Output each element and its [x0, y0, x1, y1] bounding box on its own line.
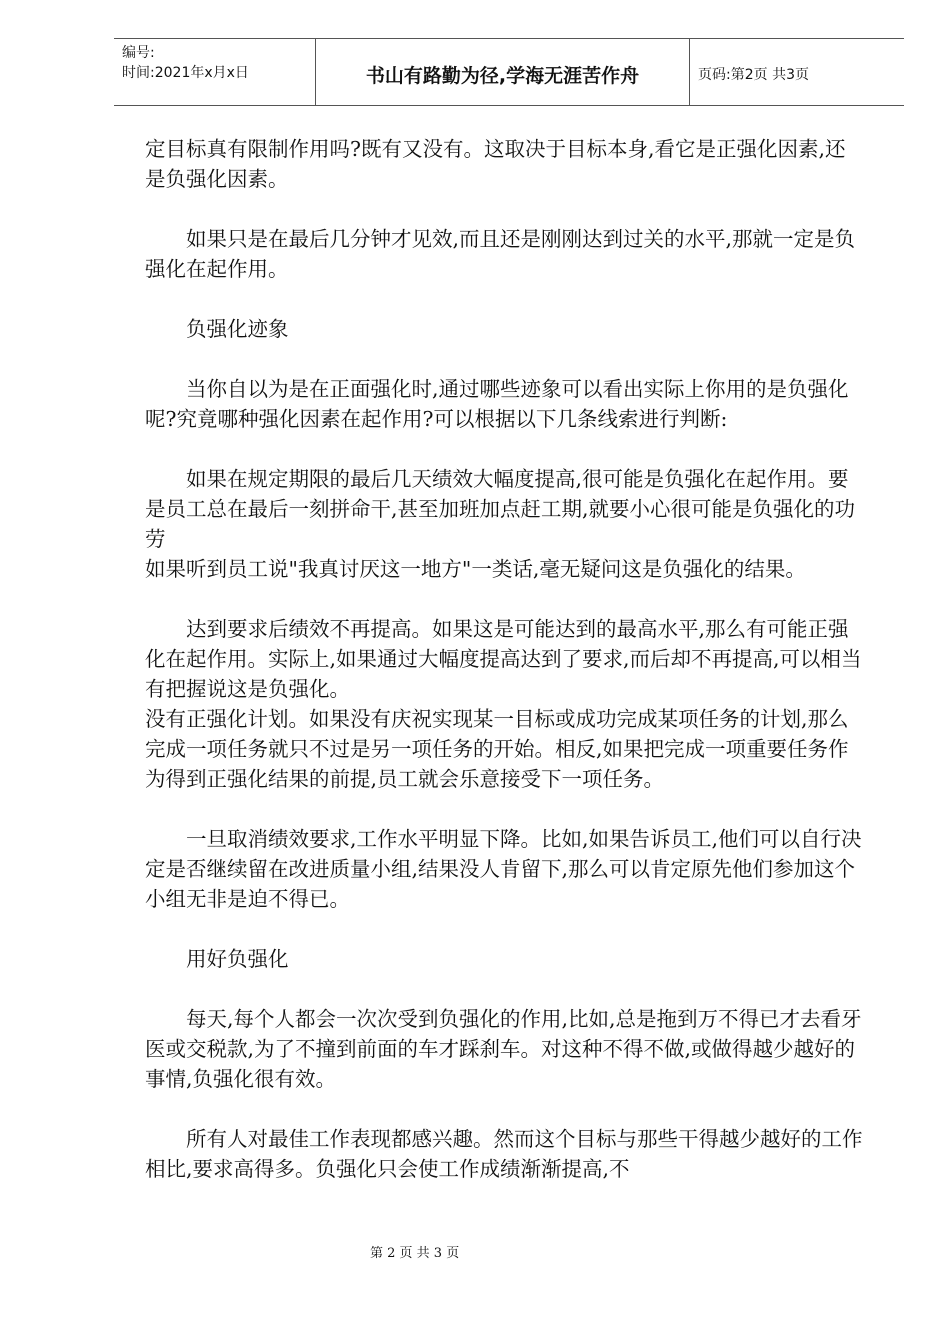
paragraph: 如果听到员工说"我真讨厌这一地方"一类话,毫无疑问这是负强化的结果。 — [145, 557, 806, 581]
paragraph: 如果只是在最后几分钟才见效,而且还是刚刚达到过关的水平,那就一定是负强化在起作用。 — [145, 227, 856, 281]
paragraph: 如果在规定期限的最后几天绩效大幅度提高,很可能是负强化在起作用。要是员工总在最后一刻拼命干,甚至加班加点赶工期,就要小心很可能是负强化的功劳 — [145, 467, 856, 551]
section-heading: 用好负强化 — [186, 947, 289, 971]
time-label: 时间:2021年x月x日 — [122, 65, 249, 81]
header-meta — [114, 39, 316, 105]
paragraph-continued: 定目标真有限制作用吗?既有又没有。这取决于目标本身,看它是正强化因素,还是负强化因素。 — [145, 137, 846, 191]
document-body — [145, 134, 865, 1184]
paragraph: 一旦取消绩效要求,工作水平明显下降。比如,如果告诉员工,他们可以自行决定是否继续留在改进质量小组,结果没人肯留下,那么可以肯定原先他们参加这个小组无非是迫不得已。 — [145, 827, 862, 911]
section-heading: 负强化迹象 — [186, 317, 289, 341]
page-header — [114, 38, 904, 106]
serial-label: 编号: — [122, 45, 155, 61]
paragraph: 当你自以为是在正面强化时,通过哪些迹象可以看出实际上你用的是负强化呢?究竟哪种强化因素在起作用?可以根据以下几条线索进行判断: — [145, 377, 849, 431]
paragraph: 达到要求后绩效不再提高。如果这是可能达到的最高水平,那么有可能正强化在起作用。实际上,如果通过大幅度提高达到了要求,而后却不再提高,可以相当有把握说这是负强化。 — [145, 617, 862, 701]
paragraph: 没有正强化计划。如果没有庆祝实现某一目标或成功完成某项任务的计划,那么完成一项任务就只不过是另一项任务的开始。相反,如果把完成一项重要任务作为得到正强化结果的前提,员工就会乐意接受下一项任务。 — [145, 707, 849, 791]
paragraph: 所有人对最佳工作表现都感兴趣。然而这个目标与那些干得越少越好的工作相比,要求高得多。负强化只会使工作成绩渐渐提高,不 — [145, 1127, 863, 1181]
page-footer: 第 2 页 共 3 页 — [370, 1246, 460, 1261]
header-page-info: 页码:第2页 共3页 — [698, 67, 809, 83]
header-motto: 书山有路勤为径,学海无涯苦作舟 — [316, 39, 690, 105]
paragraph: 每天,每个人都会一次次受到负强化的作用,比如,总是拖到万不得已才去看牙医或交税款,为了不撞到前面的车才踩刹车。对这种不得不做,或做得越少越好的事情,负强化很有效。 — [145, 1007, 862, 1091]
